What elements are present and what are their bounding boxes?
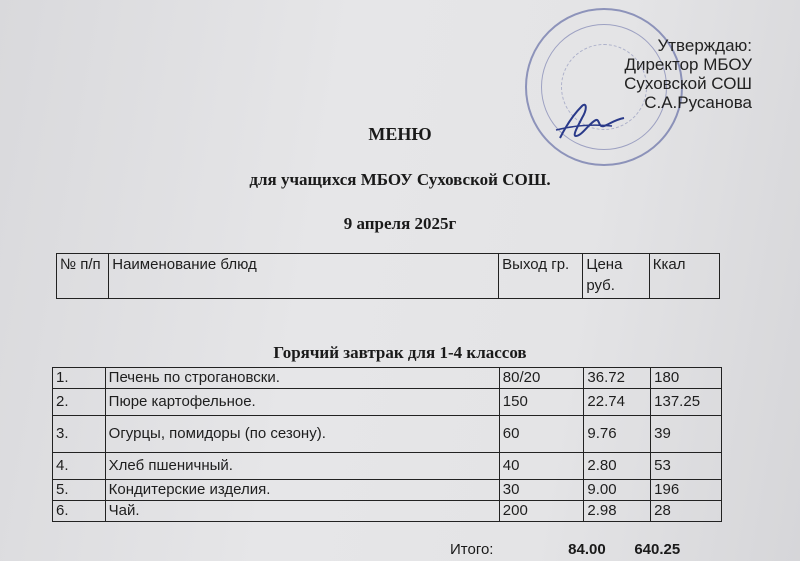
row-kcal: 39	[651, 416, 722, 453]
row-name: Чай.	[105, 501, 499, 522]
row-yield: 40	[499, 453, 584, 480]
row-price: 9.76	[584, 416, 651, 453]
approval-line-1: Утверждаю:	[657, 36, 752, 55]
row-kcal: 28	[651, 501, 722, 522]
row-kcal: 180	[651, 368, 722, 389]
approval-line-2: Директор МБОУ	[624, 55, 752, 74]
document-title: МЕНЮ	[368, 124, 432, 144]
row-kcal: 53	[651, 453, 722, 480]
row-price: 36.72	[584, 368, 651, 389]
row-name: Печень по строгановски.	[105, 368, 499, 389]
document-subtitle: для учащихся МБОУ Суховской СОШ.	[249, 170, 551, 189]
row-num: 3.	[53, 416, 106, 453]
total-price: 84.00	[568, 541, 606, 558]
row-yield: 150	[499, 389, 584, 416]
row-num: 6.	[53, 501, 106, 522]
approval-line-4: С.А.Русанова	[644, 93, 752, 112]
row-price: 2.80	[584, 453, 651, 480]
row-kcal: 196	[651, 480, 722, 501]
table-row	[53, 368, 722, 389]
row-num: 5.	[53, 480, 106, 501]
row-name: Кондитерские изделия.	[105, 480, 499, 501]
header-table	[56, 253, 720, 299]
row-num: 4.	[53, 453, 106, 480]
row-name: Пюре картофельное.	[105, 389, 499, 416]
row-num: 1.	[53, 368, 106, 389]
row-yield: 60	[499, 416, 584, 453]
header-num: № п/п	[57, 254, 109, 299]
row-price: 9.00	[584, 480, 651, 501]
approval-block	[592, 36, 752, 112]
menu-date: 9 апреля 2025г	[343, 214, 457, 233]
row-name: Огурцы, помидоры (по сезону).	[105, 416, 499, 453]
row-yield: 30	[499, 480, 584, 501]
total-kcal: 640.25	[634, 541, 681, 558]
table-row	[53, 389, 722, 416]
row-yield: 80/20	[499, 368, 584, 389]
menu-table	[52, 367, 722, 522]
approval-line-3: Суховской СОШ	[624, 74, 752, 93]
header-row	[57, 254, 720, 299]
table-row	[53, 416, 722, 453]
row-price: 22.74	[584, 389, 651, 416]
table-row	[53, 453, 722, 480]
total-line	[450, 541, 680, 558]
header-kcal: Ккал	[649, 254, 719, 299]
section-title: Горячий завтрак для 1-4 классов	[273, 343, 527, 362]
table-row	[53, 480, 722, 501]
header-price: Цена руб.	[583, 254, 649, 299]
row-yield: 200	[499, 501, 584, 522]
header-yield: Выход гр.	[499, 254, 583, 299]
row-price: 2.98	[584, 501, 651, 522]
row-kcal: 137.25	[651, 389, 722, 416]
header-name: Наименование блюд	[109, 254, 499, 299]
row-num: 2.	[53, 389, 106, 416]
total-label: Итого:	[450, 541, 494, 558]
row-name: Хлеб пшеничный.	[105, 453, 499, 480]
table-row	[53, 501, 722, 522]
